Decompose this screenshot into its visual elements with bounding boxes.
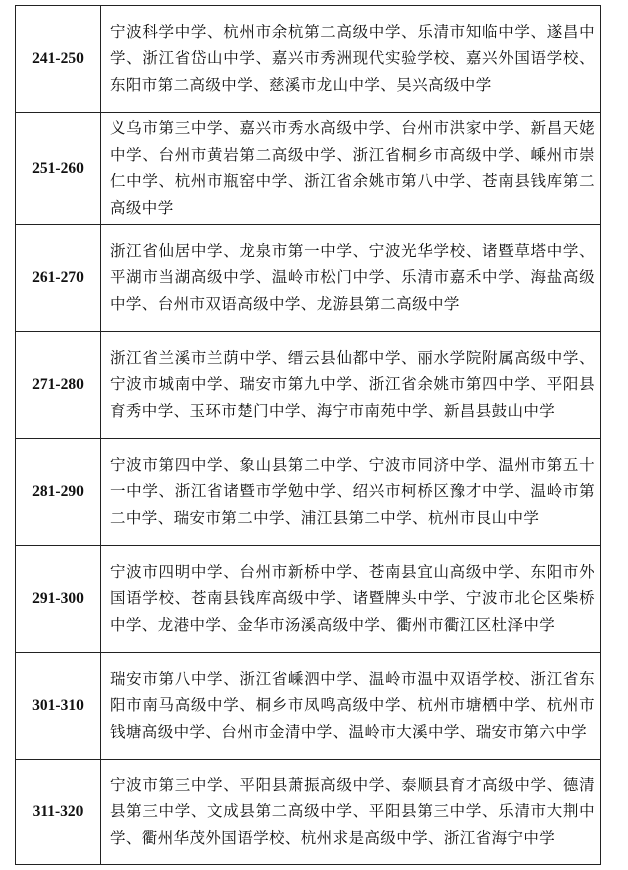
rank-range-cell: 281-290: [16, 439, 101, 546]
table-row: [16, 653, 601, 760]
table-row: [16, 439, 601, 546]
table-row: [16, 6, 601, 113]
school-list-cell: 浙江省仙居中学、龙泉市第一中学、宁波光华学校、诸暨草塔中学、平湖市当湖高级中学、温岭市松门中学、乐清市嘉禾中学、海盐高级中学、台州市双语高级中学、龙游县第二高级中学: [101, 225, 601, 332]
rank-range-cell: 251-260: [16, 113, 101, 225]
school-list-cell: 宁波市第三中学、平阳县萧振高级中学、泰顺县育才高级中学、德清县第三中学、文成县第二高级中学、平阳县第三中学、乐清市大荆中学、衢州华茂外国语学校、杭州求是高级中学、浙江省海宁中学: [101, 760, 601, 865]
table-row: [16, 225, 601, 332]
table-row: [16, 546, 601, 653]
school-list-cell: 浙江省兰溪市兰荫中学、缙云县仙都中学、丽水学院附属高级中学、宁波市城南中学、瑞安市第九中学、浙江省余姚市第四中学、平阳县育秀中学、玉环市楚门中学、海宁市南苑中学、新昌县鼓山中学: [101, 332, 601, 439]
table-row: [16, 332, 601, 439]
school-list-cell: 瑞安市第八中学、浙江省嵊泗中学、温岭市温中双语学校、浙江省东阳市南马高级中学、桐乡市凤鸣高级中学、杭州市塘栖中学、杭州市钱塘高级中学、台州市金清中学、温岭市大溪中学、瑞安市第六中学: [101, 653, 601, 760]
rank-range-cell: 261-270: [16, 225, 101, 332]
rank-range-cell: 311-320: [16, 760, 101, 865]
school-list-cell: 宁波科学中学、杭州市余杭第二高级中学、乐清市知临中学、遂昌中学、浙江省岱山中学、嘉兴市秀洲现代实验学校、嘉兴外国语学校、东阳市第二高级中学、慈溪市龙山中学、吴兴高级中学: [101, 6, 601, 113]
rank-range-cell: 271-280: [16, 332, 101, 439]
school-list-cell: 义乌市第三中学、嘉兴市秀水高级中学、台州市洪家中学、新昌天姥中学、台州市黄岩第二高级中学、浙江省桐乡市高级中学、嵊州市崇仁中学、杭州市瓶窑中学、浙江省余姚市第八中学、苍南县钱库第二高级中学: [101, 113, 601, 225]
table-row: [16, 113, 601, 225]
rank-range-cell: 291-300: [16, 546, 101, 653]
rank-range-cell: 301-310: [16, 653, 101, 760]
school-list-cell: 宁波市第四中学、象山县第二中学、宁波市同济中学、温州市第五十一中学、浙江省诸暨市学勉中学、绍兴市柯桥区豫才中学、温岭市第二中学、瑞安市第二中学、浦江县第二中学、杭州市艮山中学: [101, 439, 601, 546]
rank-range-cell: 241-250: [16, 6, 101, 113]
school-list-cell: 宁波市四明中学、台州市新桥中学、苍南县宜山高级中学、东阳市外国语学校、苍南县钱库高级中学、诸暨牌头中学、宁波市北仑区柴桥中学、龙港中学、金华市汤溪高级中学、衢州市衢江区杜泽中学: [101, 546, 601, 653]
table-row: [16, 760, 601, 865]
school-ranking-table: [15, 5, 601, 865]
